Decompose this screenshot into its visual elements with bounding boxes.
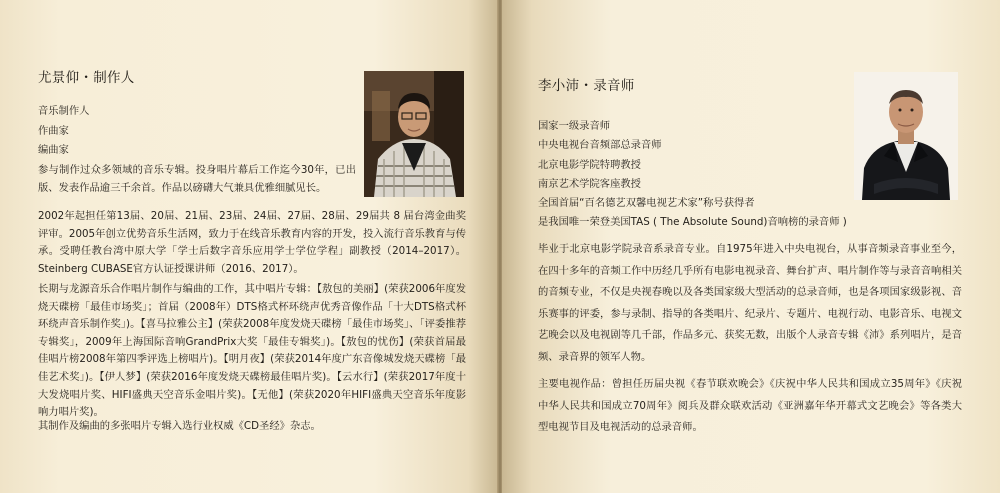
role-line: 作曲家 [38,124,69,137]
role-line: 音乐制作人 [38,105,90,117]
producer-bio-summary: 参与制作过众多领域的音乐专辑。投身唱片幕后工作迄今30年，已出版、发表作品逾三千余首。作品以磅礴大气兼具优雅细腻见长。 [38,164,356,194]
role-line: 南京艺术学院客座教授 [538,177,641,190]
producer-cd-bible-note: 其制作及编曲的多张唱片专辑入选行业权威《CD圣经》杂志。 [38,420,321,432]
left-page [0,0,498,493]
role-line: 编曲家 [38,144,69,156]
producer-career-paragraph: 2002年起担任第13届、20届、21届、23届、24届、27届、28届、29届共 8 届台湾金曲奖评审。2005年创立优势音乐生活网，致力于在线音乐教育内容的开发，投入流行音乐教育与传承。受聘任教台湾中原大学「学士后数字音乐应用学士学位学程」副教授（2014–2017）。Steinberg CUBASE官方认证授课讲师（2016、2017）。 [38,210,466,275]
role-line: 中央电视台音频部总录音师 [538,139,662,152]
left-roles [38,102,338,161]
producer-album-awards: 长期与龙源音乐合作唱片制作与编曲的工作，其中唱片专辑：【敖包的美丽】(荣获2006年度发烧天碟榜「最佳市场奖」；首届（2008年）DTS格式杯环绕声优秀音像作品「十大DTS格式杯环绕声音乐制作奖」)。【喜马拉雅公主】(荣获2008年度发烧天碟榜「最佳市场奖」、「评委推荐专辑奖」，2009年上海国际音响GrandPrix大奖「最佳专辑奖」)。【敖包的忧伤】(荣获首届最佳唱片榜2008年第四季评选上榜唱片)。【明月夜】(荣获2014年度广东音像城发烧天碟榜「最佳艺术奖」)。【伊人梦】(荣获2016年度发烧天碟榜最佳唱片奖)。【云水行】(荣获2017年度十大发烧唱片奖、HIFI盛典天空音乐金唱片奖)。【无他】(荣获2020年HIFI盛典天空音乐年度影响力唱片奖)。 [38,283,466,419]
right-page-title: 李小沛・录音师 [538,78,635,94]
engineer-tv-works: 主要电视作品：曾担任历届央视《春节联欢晚会》《庆祝中华人民共和国成立35周年》《庆祝中华人民共和国成立70周年》阅兵及群众联欢活动《亚洲嘉年华开幕式文艺晚会》等各类大型电视节目及电视活动的总录音师。 [538,378,962,434]
right-roles [538,117,868,233]
role-line: 是我国唯一荣登美国TAS ( The Absolute Sound)音响榜的录音师 ) [538,216,847,229]
right-page [502,0,1000,493]
engineer-portrait [854,72,958,200]
role-line: 北京电影学院特聘教授 [538,158,641,171]
engineer-bio-paragraph: 毕业于北京电影学院录音系录音专业。自1975年进入中央电视台，从事音频录音事业至今，在四十多年的音频工作中历经几乎所有电影电视录音、舞台扩声、唱片制作等与录音音响相关的音频专业，不仅是央视春晚以及各类国家级大型活动的总录音师，也是各项国家级影视、音乐赛事的评委，参与录制、指导的各类唱片、纪录片、专题片、电视行动、电影音乐、电视文艺晚会以及电视剧等几千部，作品多元、获奖无数，出版个人录音专辑《沛》系列唱片，是音频、录音界的领军人物。 [538,243,962,363]
role-line: 国家一级录音师 [538,120,611,132]
role-line: 全国首届“百名德艺双馨电视艺术家”称号获得者 [538,197,755,210]
left-page-title: 尤景仰・制作人 [38,70,135,86]
producer-portrait [364,71,464,197]
